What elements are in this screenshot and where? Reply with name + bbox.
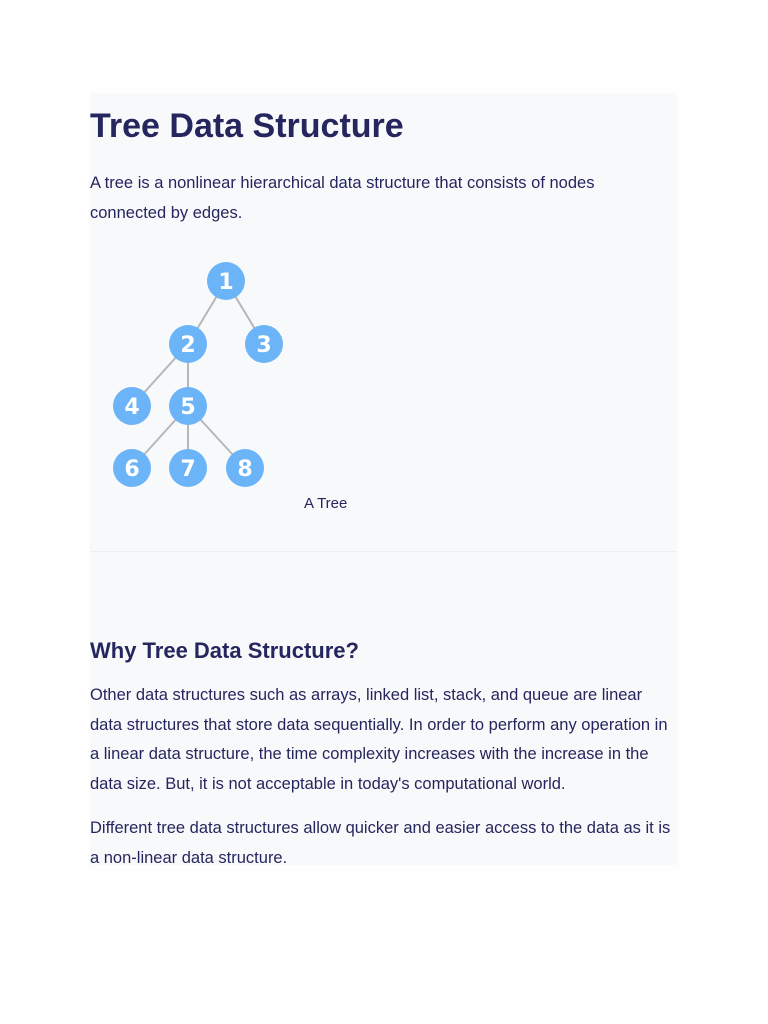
section-heading: Why Tree Data Structure?: [90, 638, 359, 663]
figure-caption: A Tree: [304, 495, 348, 512]
tree-node-label: 6: [124, 457, 140, 482]
tree-node-6: [113, 449, 151, 487]
tree-node-7: [169, 449, 207, 487]
tree-node-label: 5: [180, 395, 196, 420]
tree-node-4: [113, 387, 151, 425]
section-paragraph-1: Other data structures such as arrays, linked list, stack, and queue are linear data structures that store data sequentially. In order to perform any operation in a linear data structure, the time complexity increases with the increase in the data size. But, it is not acceptable in today's computational world.: [90, 686, 668, 793]
tree-node-label: 7: [180, 457, 196, 482]
tree-node-2: [169, 325, 207, 363]
tree-node-label: 4: [124, 395, 140, 420]
tree-node-1: [207, 262, 245, 300]
tree-figure: [100, 250, 300, 500]
tree-node-label: 1: [218, 270, 234, 295]
tree-node-3: [245, 325, 283, 363]
intro-paragraph: A tree is a nonlinear hierarchical data structure that consists of nodes connected by edges.: [90, 174, 595, 222]
tree-node-8: [226, 449, 264, 487]
section-paragraph-2: Different tree data structures allow quicker and easier access to the data as it is a non-linear data structure.: [90, 819, 671, 867]
tree-node-label: 8: [237, 457, 253, 482]
section-divider: [90, 551, 677, 552]
tree-node-5: [169, 387, 207, 425]
tree-diagram: [100, 250, 300, 500]
tree-node-label: 2: [180, 333, 196, 358]
page-title: Tree Data Structure: [90, 107, 404, 145]
tree-node-label: 3: [256, 333, 272, 358]
